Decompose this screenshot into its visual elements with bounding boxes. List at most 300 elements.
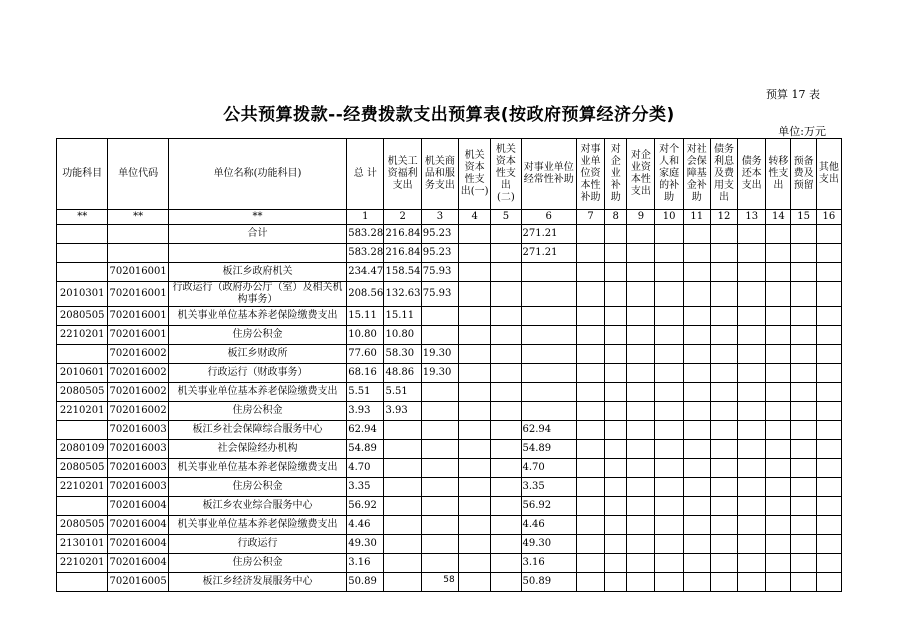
table-cell: 5.51 [347,383,384,402]
table-cell [791,345,816,364]
table-cell [710,516,737,535]
table-cell [655,225,683,244]
table-cell [576,383,604,402]
table-cell [683,326,710,345]
table-cell: 机关事业单位基本养老保险缴费支出 [168,383,346,402]
table-cell [738,364,766,383]
table-cell [791,383,816,402]
column-header: 债务还本支出 [738,139,766,210]
table-row [57,307,842,326]
table-cell [491,364,521,383]
table-cell: 3.16 [347,554,384,573]
table-cell [491,535,521,554]
table-cell [384,554,421,573]
column-header: 机关商品和服务支出 [421,139,458,210]
table-cell [605,225,627,244]
table-cell [576,244,604,263]
index-cell: 1 [347,210,384,225]
table-cell [766,383,791,402]
index-cell: ** [168,210,346,225]
table-cell [421,383,458,402]
table-cell [738,516,766,535]
table-cell [683,307,710,326]
table-cell: 机关事业单位基本养老保险缴费支出 [168,459,346,478]
table-cell [627,326,655,345]
table-cell: 10.80 [347,326,384,345]
column-header: 对社会保障基金补助 [683,139,710,210]
table-cell [816,421,841,440]
table-row [57,345,842,364]
table-cell [627,535,655,554]
table-cell: 271.21 [521,244,576,263]
table-cell: 住房公积金 [168,402,346,421]
table-cell [384,535,421,554]
table-cell [384,421,421,440]
table-cell [459,326,491,345]
table-row [57,421,842,440]
column-header: 功能科目 [57,139,108,210]
table-cell [710,421,737,440]
table-cell [605,383,627,402]
table-cell [816,364,841,383]
table-cell [655,326,683,345]
table-cell [57,244,108,263]
table-cell [683,402,710,421]
table-cell [710,326,737,345]
table-cell: 3.93 [347,402,384,421]
table-cell [816,535,841,554]
table-cell [766,478,791,497]
table-cell [421,554,458,573]
table-cell [627,383,655,402]
table-cell [683,345,710,364]
table-cell [766,440,791,459]
table-cell [766,497,791,516]
table-cell: 75.93 [421,263,458,282]
table-cell: 95.23 [421,225,458,244]
table-cell [627,345,655,364]
table-cell: 住房公积金 [168,554,346,573]
table-cell [605,282,627,307]
table-row [57,459,842,478]
column-header: 对企业资本性支出 [627,139,655,210]
table-cell: 行政运行（财政事务） [168,364,346,383]
table-cell [655,307,683,326]
table-cell [766,345,791,364]
table-cell [710,244,737,263]
table-cell [683,364,710,383]
table-cell [459,440,491,459]
table-row [57,402,842,421]
table-cell [521,282,576,307]
table-cell: 2010301 [57,282,108,307]
table-cell [710,263,737,282]
table-cell: 15.11 [347,307,384,326]
table-cell [384,478,421,497]
table-cell [459,282,491,307]
column-header: 机关资本性支出(二) [491,139,521,210]
table-cell [491,497,521,516]
table-cell [766,307,791,326]
table-cell [766,364,791,383]
table-cell: 板江乡财政所 [168,345,346,364]
table-cell [605,345,627,364]
table-cell: 702016004 [108,516,168,535]
table-cell [168,244,346,263]
table-cell [459,497,491,516]
table-cell: 50.89 [347,573,384,592]
table-cell [421,516,458,535]
table-cell [738,554,766,573]
table-cell [738,244,766,263]
index-cell: 4 [459,210,491,225]
table-row [57,244,842,263]
table-cell: 行政运行 [168,535,346,554]
table-cell [683,421,710,440]
table-cell [683,478,710,497]
table-cell: 2210201 [57,478,108,497]
table-cell [791,225,816,244]
table-cell: 702016005 [108,573,168,592]
table-cell: 4.70 [521,459,576,478]
table-cell [655,440,683,459]
table-cell [816,282,841,307]
table-cell: 95.23 [421,244,458,263]
index-cell: 9 [627,210,655,225]
table-cell [791,364,816,383]
table-cell [791,535,816,554]
table-cell [683,383,710,402]
table-cell [655,516,683,535]
table-cell [766,535,791,554]
table-cell: 158.54 [384,263,421,282]
table-cell: 54.89 [347,440,384,459]
table-cell [791,307,816,326]
table-cell [576,554,604,573]
column-header: 单位代码 [108,139,168,210]
column-header: 预备费及预留 [791,139,816,210]
table-cell [816,307,841,326]
table-cell [491,554,521,573]
table-cell: 2080505 [57,307,108,326]
table-cell: 702016001 [108,307,168,326]
table-cell: 702016004 [108,497,168,516]
table-cell [710,554,737,573]
table-cell [627,282,655,307]
table-cell [766,244,791,263]
column-header: 单位名称(功能科目) [168,139,346,210]
table-cell [576,345,604,364]
table-cell: 19.30 [421,345,458,364]
table-cell: 77.60 [347,345,384,364]
table-cell [384,459,421,478]
table-cell [655,364,683,383]
table-cell [605,554,627,573]
table-cell [521,402,576,421]
table-cell [683,225,710,244]
table-cell: 2130101 [57,535,108,554]
table-cell: 板江乡农业综合服务中心 [168,497,346,516]
table-cell: 234.47 [347,263,384,282]
table-cell [738,478,766,497]
table-cell: 583.28 [347,225,384,244]
table-cell [421,307,458,326]
table-cell [627,244,655,263]
table-cell: 机关事业单位基本养老保险缴费支出 [168,307,346,326]
table-cell: 住房公积金 [168,326,346,345]
table-row [57,516,842,535]
table-cell [491,516,521,535]
table-cell [459,225,491,244]
table-cell: 702016003 [108,478,168,497]
table-cell [421,478,458,497]
table-cell [791,402,816,421]
table-cell [605,421,627,440]
table-cell: 板江乡经济发展服务中心 [168,573,346,592]
table-cell [766,225,791,244]
index-cell: 3 [421,210,458,225]
table-cell: 2210201 [57,554,108,573]
table-cell: 板江乡政府机关 [168,263,346,282]
table-cell [791,421,816,440]
table-cell: 10.80 [384,326,421,345]
table-cell: 702016002 [108,345,168,364]
table-cell: 2080505 [57,516,108,535]
table-cell [710,364,737,383]
table-cell: 15.11 [384,307,421,326]
table-cell [459,244,491,263]
table-cell [738,263,766,282]
table-cell [605,535,627,554]
table-cell: 702016002 [108,364,168,383]
table-cell [683,282,710,307]
index-cell: 2 [384,210,421,225]
table-cell: 702016001 [108,326,168,345]
table-cell [766,421,791,440]
table-cell [491,402,521,421]
table-cell [655,263,683,282]
table-cell [627,497,655,516]
table-cell [459,421,491,440]
page-number: 58 [443,575,455,585]
table-cell [710,497,737,516]
table-row [57,263,842,282]
table-cell [421,535,458,554]
column-header: 对个人和家庭的补助 [655,139,683,210]
table-cell [627,402,655,421]
column-header: 对企业补助 [605,139,627,210]
table-cell [655,244,683,263]
table-cell: 216.84 [384,225,421,244]
table-cell [421,440,458,459]
table-cell [491,345,521,364]
table-cell [710,478,737,497]
table-cell: 4.70 [347,459,384,478]
table-cell [738,402,766,421]
table-cell [738,497,766,516]
index-cell: 13 [738,210,766,225]
table-cell: 板江乡社会保障综合服务中心 [168,421,346,440]
table-row [57,554,842,573]
table-cell: 271.21 [521,225,576,244]
table-cell [576,478,604,497]
table-cell [655,421,683,440]
table-cell: 49.30 [521,535,576,554]
table-cell [627,421,655,440]
table-cell [521,326,576,345]
table-cell [57,225,108,244]
table-cell [57,497,108,516]
table-cell [791,326,816,345]
table-cell: 583.28 [347,244,384,263]
table-cell [576,440,604,459]
table-cell [421,326,458,345]
table-row [57,225,842,244]
table-cell [576,326,604,345]
table-cell [421,497,458,516]
table-row [57,497,842,516]
table-cell [576,402,604,421]
table-cell: 19.30 [421,364,458,383]
table-cell [459,535,491,554]
table-cell: 3.35 [521,478,576,497]
column-header: 转移性支出 [766,139,791,210]
table-cell [576,459,604,478]
table-cell [521,345,576,364]
table-cell: 3.16 [521,554,576,573]
table-cell [710,307,737,326]
index-cell: 6 [521,210,576,225]
budget-table [56,138,842,592]
table-cell [459,345,491,364]
table-cell [655,554,683,573]
table-cell [738,421,766,440]
table-tag: 预算 17 表 [766,88,820,101]
table-cell [627,440,655,459]
table-cell [576,263,604,282]
table-cell [421,402,458,421]
table-cell [791,244,816,263]
table-cell [491,440,521,459]
table-cell [491,383,521,402]
table-cell [459,383,491,402]
table-cell [683,263,710,282]
table-cell [576,364,604,383]
table-cell [766,554,791,573]
table-cell [627,554,655,573]
table-cell [627,263,655,282]
table-cell [459,516,491,535]
table-cell [627,459,655,478]
table-cell [766,516,791,535]
table-cell [491,478,521,497]
table-cell [738,535,766,554]
table-cell [57,345,108,364]
table-cell [816,402,841,421]
table-cell [627,307,655,326]
table-cell [576,225,604,244]
table-cell [683,535,710,554]
table-cell [738,440,766,459]
table-cell: 4.46 [521,516,576,535]
table-cell [710,282,737,307]
table-cell: 58.30 [384,345,421,364]
table-cell: 702016004 [108,554,168,573]
table-cell: 社会保险经办机构 [168,440,346,459]
table-cell: 机关事业单位基本养老保险缴费支出 [168,516,346,535]
table-cell [816,516,841,535]
table-cell [57,263,108,282]
table-cell [766,459,791,478]
table-cell [655,535,683,554]
index-row [57,210,842,225]
index-cell: 11 [683,210,710,225]
table-cell [491,225,521,244]
table-cell [816,497,841,516]
table-cell [791,459,816,478]
table-cell [576,497,604,516]
table-cell [627,225,655,244]
table-cell [766,402,791,421]
table-cell [683,244,710,263]
table-cell [459,478,491,497]
table-cell [710,402,737,421]
table-cell: 2210201 [57,402,108,421]
column-header: 机关资本性支出(一) [459,139,491,210]
table-cell [683,459,710,478]
table-cell [459,402,491,421]
column-header: 债务利息及费用支出 [710,139,737,210]
table-cell [791,263,816,282]
table-cell [710,383,737,402]
table-cell [521,383,576,402]
table-cell [816,554,841,573]
table-cell [791,282,816,307]
table-cell [108,225,168,244]
table-cell [576,307,604,326]
table-cell [710,345,737,364]
table-cell [655,497,683,516]
table-cell: 行政运行（政府办公厅（室）及相关机构事务） [168,282,346,307]
table-cell [605,459,627,478]
table-cell [491,459,521,478]
table-cell: 50.89 [521,573,576,592]
table-cell [605,497,627,516]
table-cell: 48.86 [384,364,421,383]
table-cell [459,307,491,326]
table-cell [605,244,627,263]
table-cell [384,497,421,516]
unit-label: 单位:万元 [778,125,826,138]
table-cell [576,516,604,535]
table-cell [816,263,841,282]
table-row [57,326,842,345]
table-cell [791,440,816,459]
table-cell: 2080109 [57,440,108,459]
table-cell [576,535,604,554]
table-cell [710,459,737,478]
table-cell [491,326,521,345]
column-header: 总 计 [347,139,384,210]
table-cell [816,345,841,364]
table-cell [816,383,841,402]
table-cell [459,263,491,282]
table-cell [491,307,521,326]
table-cell: 3.35 [347,478,384,497]
table-cell: 702016003 [108,459,168,478]
table-cell: 合计 [168,225,346,244]
table-cell: 702016001 [108,263,168,282]
